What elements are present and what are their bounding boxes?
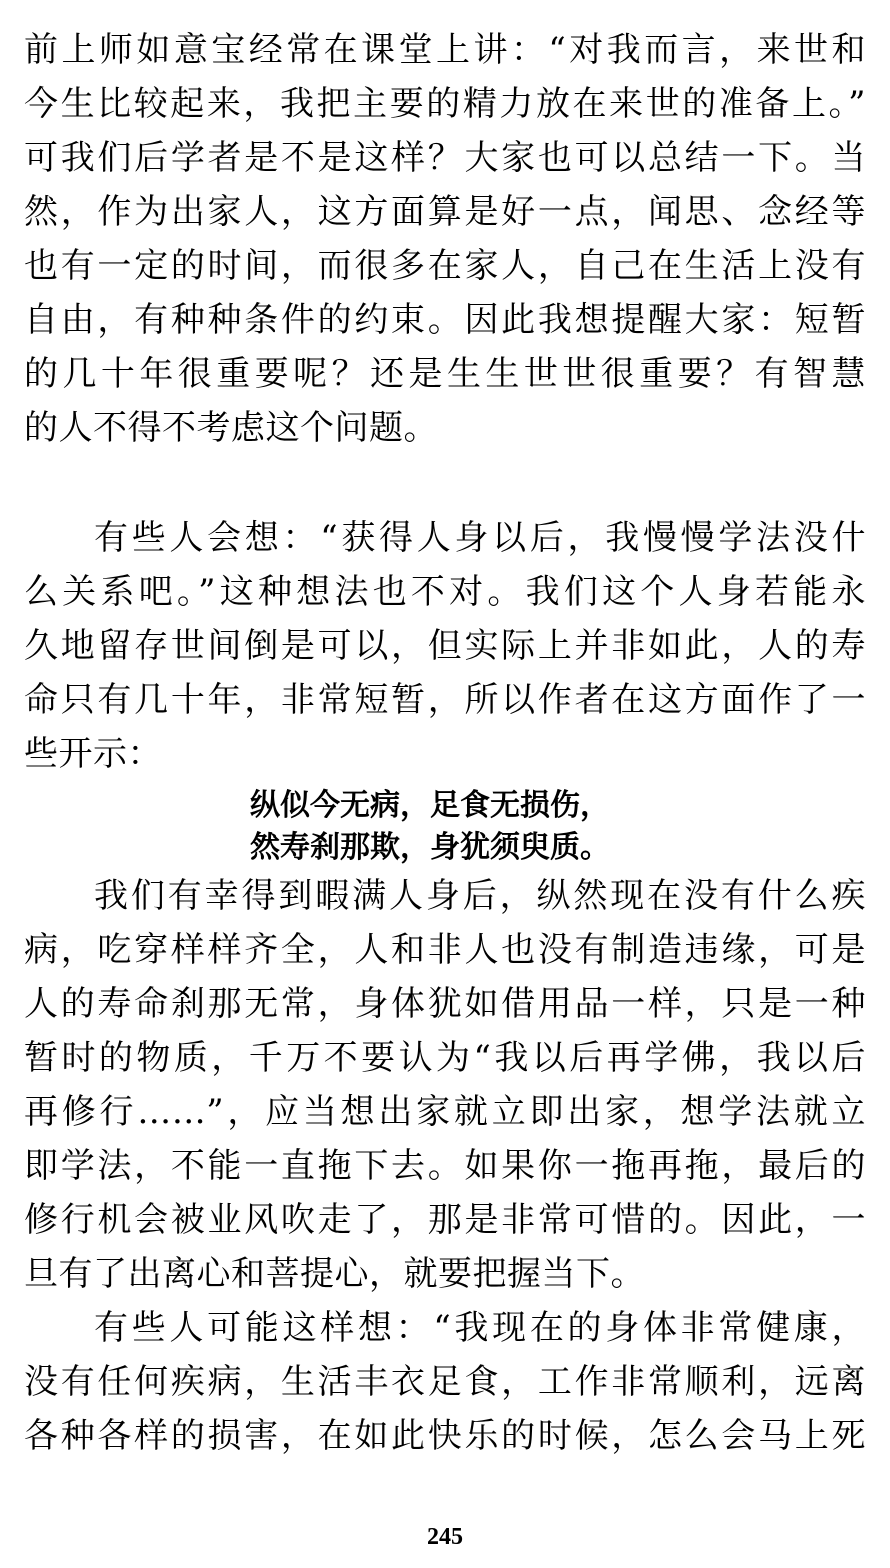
paragraph-3-line-1: 我们有幸得到暇满人身后，纵然现在没有什么疾 [94, 876, 866, 916]
paragraph-1-line-4: 然，作为出家人，这方面算是好一点，闻思、念经等 [24, 192, 866, 232]
paragraph-3-line-7: 修行机会被业风吹走了，那是非常可惜的。因此，一 [24, 1200, 866, 1240]
paragraph-3-line-2: 病，吃穿样样齐全，人和非人也没有制造违缘，可是 [24, 930, 866, 970]
paragraph-1-line-3: 可我们后学者是不是这样？大家也可以总结一下。当 [24, 138, 866, 178]
paragraph-2-line-2: 么关系吧。”这种想法也不对。我们这个人身若能永 [24, 572, 866, 612]
paragraph-3-line-8: 旦有了出离心和菩提心，就要把握当下。 [24, 1254, 645, 1294]
paragraph-1-line-2: 今生比较起来，我把主要的精力放在来世的准备上。” [24, 84, 866, 124]
paragraph-4-line-2: 没有任何疾病，生活丰衣足食，工作非常顺利，远离 [24, 1362, 866, 1402]
verse-line-1: 纵似今无病，足食无损伤， [250, 788, 610, 823]
paragraph-3-line-3: 人的寿命刹那无常，身体犹如借用品一样，只是一种 [24, 984, 866, 1024]
paragraph-3-line-5: 再修行……”，应当想出家就立即出家，想学法就立 [24, 1092, 866, 1132]
verse-line-2: 然寿刹那欺，身犹须臾质。 [250, 830, 610, 865]
paragraph-1-line-5: 也有一定的时间，而很多在家人，自己在生活上没有 [24, 246, 866, 286]
paragraph-3-line-6: 即学法，不能一直拖下去。如果你一拖再拖，最后的 [24, 1146, 866, 1186]
paragraph-3-line-4: 暂时的物质，千万不要认为“我以后再学佛，我以后 [24, 1038, 866, 1078]
paragraph-1-line-1: 前上师如意宝经常在课堂上讲：“对我而言，来世和 [24, 30, 866, 70]
page-number: 245 [427, 1524, 463, 1550]
paragraph-1-line-8: 的人不得不考虑这个问题。 [24, 408, 438, 448]
paragraph-2-line-1: 有些人会想：“获得人身以后，我慢慢学法没什 [94, 518, 866, 558]
paragraph-2-line-4: 命只有几十年，非常短暂，所以作者在这方面作了一 [24, 680, 866, 720]
paragraph-4-line-1: 有些人可能这样想：“我现在的身体非常健康， [94, 1308, 866, 1348]
paragraph-2-line-5: 些开示： [24, 734, 162, 774]
paragraph-1-line-7: 的几十年很重要呢？还是生生世世很重要？有智慧 [24, 354, 866, 394]
paragraph-4-line-3: 各种各样的损害，在如此快乐的时候，怎么会马上死 [24, 1416, 866, 1456]
paragraph-2-line-3: 久地留存世间倒是可以，但实际上并非如此，人的寿 [24, 626, 866, 666]
paragraph-1-line-6: 自由，有种种条件的约束。因此我想提醒大家：短暂 [24, 300, 866, 340]
